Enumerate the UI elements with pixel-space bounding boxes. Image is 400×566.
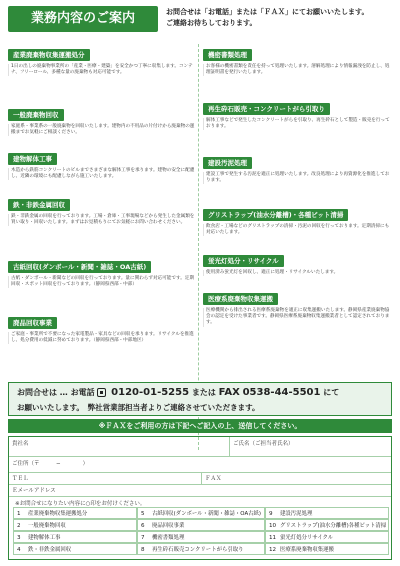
service-option[interactable]: 3 建物解体工事 (13, 531, 137, 543)
service-option[interactable]: 10 グリストラップ(油水分離槽)各種ピット清掃 (265, 519, 389, 531)
section-body: 鉄・非鉄金属の回収を行っております。工場・倉庫・工事現場などから発生した金属類を買い取り・回収いたします。まずはお見積もりにてお気軽にお問い合わせください。 (8, 214, 198, 226)
service-option[interactable]: 4 鉄・非鉄金属回収 (13, 543, 137, 555)
section-title: 医療系廃棄物収集運搬 (203, 293, 278, 305)
section-waste-paper (8, 254, 198, 288)
header-subtitle-line2: ご連絡お待ちしております。 (166, 19, 257, 27)
email-field[interactable]: Ｅメールアドレス (12, 488, 56, 494)
section-title: 産業廃棄物収集運搬処分 (8, 49, 90, 61)
fax-label: FAX (218, 387, 240, 398)
section-confidential-docs (203, 42, 393, 76)
phone-icon (97, 388, 106, 397)
fax-field[interactable]: ＦＡＸ (205, 476, 222, 482)
section-title: 蛍光灯処分・リサイクル (203, 255, 284, 267)
form-row-company (9, 437, 391, 457)
service-option[interactable]: 1 産業廃棄物収集運搬処分 (13, 507, 137, 519)
header (8, 6, 392, 36)
section-body: 木造から鉄筋コンクリートのビルまでさまざまな解体工事を承ります。建物の安全に配慮し、近隣の環境にも配慮しながら施工いたします。 (8, 168, 198, 180)
section-fluorescent (203, 248, 393, 276)
header-subtitle-line1: お問合せは「お電話」または「ＦＡＸ」にてお願いいたします。 (166, 8, 369, 16)
section-title: 機密書類処理 (203, 49, 252, 61)
phone-number[interactable]: 0120-01-5255 (111, 387, 190, 398)
contact-line2: お願いいたします。 弊社営業部担当者よりご連絡させていただきます。 (17, 403, 260, 412)
service-option[interactable]: 7 機密書類処理 (137, 531, 265, 543)
section-title: 一般廃棄物回収 (8, 109, 64, 121)
service-option[interactable]: 12 医療系廃棄物収集運搬 (265, 543, 389, 555)
form-divider (229, 437, 230, 457)
section-body: 古紙・ダンボール・新聞などの回収を行っております。量に関わらず対応可能です。定期回収・スポット回収を行っております。（静岡県西部・中部） (8, 276, 198, 288)
contact-prefix: お問合せは (17, 388, 57, 397)
service-option[interactable]: 9 建設汚泥処理 (265, 507, 389, 519)
section-title: 鉄・非鉄金属回収 (8, 199, 70, 211)
section-title: 建設汚泥処理 (203, 157, 252, 169)
person-field[interactable]: ご氏名（ご担当者氏名） (233, 441, 294, 447)
section-body: 建設工事で発生する汚泥を適正に処理いたします。改良処理により再資源化を推進しております。 (203, 172, 393, 184)
contact-or: または (191, 388, 216, 397)
fax-number[interactable]: 0538-44-5501 (242, 387, 321, 398)
section-metal-recovery (8, 192, 198, 226)
section-body: 解体工事などで発生したコンクリートがらを引取り、再生砕石として製造・販売を行っております。 (203, 118, 393, 130)
section-body: 飲食店・工場などのグリストラップの清掃・汚泥の回収を行っております。定期清掃にも対応いたします。 (203, 224, 393, 236)
service-option[interactable]: 5 古紙回収(ダンボール・新聞・雑誌・OA古紙) (137, 507, 265, 519)
section-title: 廃品回収事業 (8, 317, 57, 329)
page-title: 業務内容のご案内 (8, 6, 158, 32)
fax-form (8, 436, 392, 560)
company-field[interactable]: 貴社名 (12, 441, 29, 447)
section-grease-trap (203, 202, 393, 236)
section-general-waste (8, 102, 198, 136)
section-title: 建物解体工事 (8, 153, 57, 165)
section-medical-waste (203, 286, 393, 327)
phone-label: お電話 (70, 388, 95, 397)
checklist-note: ※お問合せになりたい内容に○印をお付けください。 (15, 501, 146, 507)
section-body: お客様の機密書類を責任を持って処理いたします。溶解処理により情報漏洩を防止し、処理証明書を発行いたします。 (203, 64, 393, 76)
section-body: 医療機関から排出される医療系廃棄物を適正に収集運搬いたします。静岡県産業廃棄物協会の認定を受けた事業者です。静岡県医療系廃棄物収集運搬業者として認定されております。 (203, 308, 393, 327)
section-body: ご家庭・事業所で不要になった家電製品・家具などの回収を承ります。リサイクルを推進し、処分費用の低減に努めております。（静岡県西部・中部地区） (8, 332, 198, 344)
service-option[interactable]: 8 再生砕石販売コンクリートがら引取り (137, 543, 265, 555)
section-title: グリストラップ(油水分離槽)・各種ピット清掃 (203, 209, 348, 221)
address-field[interactable]: ご住所（〒 − ） (12, 461, 89, 467)
section-title: 古紙回収(ダンボール・新聞・雑誌・OA古紙) (8, 261, 151, 273)
contact-line1: お問合せは … お電話 0120-01-5255 または FAX 0538-44-5501 にて (17, 387, 340, 398)
service-option[interactable]: 2 一般廃棄物回収 (13, 519, 137, 531)
section-body: 家庭系・事業系の一般廃棄物を回収いたします。建物内の不用品の片付けから廃棄物の運搬までお気軽にご相談ください。 (8, 124, 198, 136)
contact-suffix: にて (323, 388, 340, 397)
form-row-email (9, 485, 391, 497)
section-industrial-waste (8, 42, 198, 76)
service-option[interactable]: 6 廃品回収事業 (137, 519, 265, 531)
section-recycled-gravel (203, 96, 393, 130)
form-row-tel (9, 473, 391, 485)
fax-instruction-banner: ※ＦＡＸをご利用の方は下記へご記入の上、送信してください。 (8, 419, 392, 433)
form-divider (201, 473, 202, 485)
tel-field[interactable]: ＴＥＬ (12, 476, 29, 482)
form-row-address (9, 457, 391, 473)
section-demolition (8, 146, 198, 180)
service-option[interactable]: 11 蛍光灯処分リサイクル (265, 531, 389, 543)
section-body: 使用済み蛍光灯を回収し、適正に処理・リサイクルいたします。 (203, 270, 393, 276)
section-body: 1日の出しの廃棄物事業所の「産業・医療・建築」を安全かつ丁寧に収集します。コンテナ、フリーロール、多種な量の廃棄物も対応可能です。 (8, 64, 198, 76)
section-junk-collection (8, 310, 198, 344)
section-title: 再生砕石販売・コンクリートがら引取り (203, 103, 330, 115)
section-construction-sludge (203, 150, 393, 184)
header-subtitle (166, 7, 392, 29)
contact-box (8, 382, 392, 416)
